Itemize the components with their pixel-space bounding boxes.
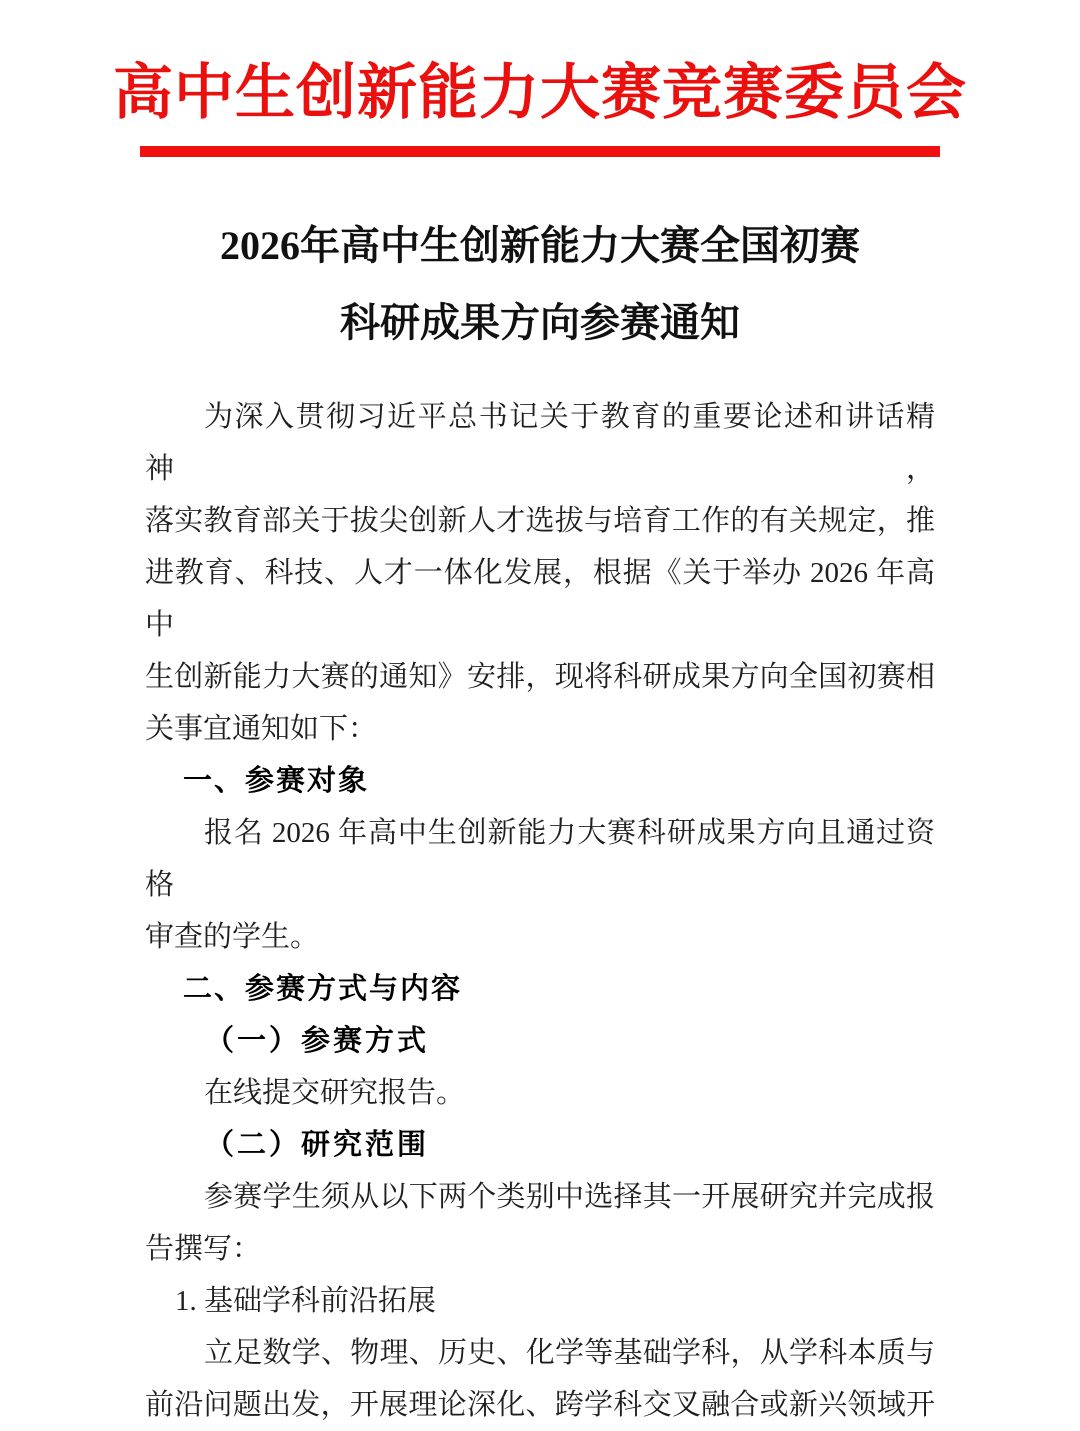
document-title-line2: 科研成果方向参赛通知 <box>340 300 740 345</box>
intro-paragraph <box>145 391 935 755</box>
section-2-1-paragraph <box>145 1067 935 1119</box>
text-line: 生创新能力大赛的通知》安排，现将科研成果方向全国初赛相 <box>145 661 935 693</box>
text-line: 为深入贯彻习近平总书记关于教育的重要论述和讲话精神， <box>145 401 935 485</box>
text-line: 二、参赛方式与内容 <box>183 973 463 1005</box>
document-title-line1: 2026年高中生创新能力大赛全国初赛 <box>220 223 860 268</box>
red-divider-bar <box>140 146 940 157</box>
section-2-2-heading <box>145 1119 935 1171</box>
text-line: 告撰写： <box>145 1233 262 1265</box>
document-body <box>145 391 935 1431</box>
text-line: 1. 基础学科前沿拓展 <box>175 1285 437 1317</box>
text-line: 审查的学生。 <box>145 921 320 953</box>
section-2-1-heading <box>145 1015 935 1067</box>
text-line: 报名 2026 年高中生创新能力大赛科研成果方向且通过资格 <box>145 817 935 901</box>
text-line: 进教育、科技、人才一体化发展，根据《关于举办 2026 年高中 <box>145 557 935 641</box>
text-line: 在线提交研究报告。 <box>204 1077 466 1109</box>
committee-banner-title: 高中生创新能力大赛竞赛委员会 <box>113 60 967 126</box>
text-line: 一、参赛对象 <box>183 765 370 797</box>
section-2-heading <box>145 963 935 1015</box>
text-line: （一）参赛方式 <box>205 1025 430 1057</box>
section-1-paragraph <box>145 807 935 963</box>
text-line: 关事宜通知如下： <box>145 713 378 745</box>
text-line: 前沿问题出发，开展理论深化、跨学科交叉融合或新兴领域开 <box>145 1389 935 1421</box>
text-line: 立足数学、物理、历史、化学等基础学科，从学科本质与 <box>204 1337 935 1369</box>
section-2-2-paragraph <box>145 1171 935 1275</box>
text-line: 落实教育部关于拔尖创新人才选拔与培育工作的有关规定，推 <box>145 505 935 537</box>
text-line: （二）研究范围 <box>205 1129 430 1161</box>
section-1-heading <box>145 755 935 807</box>
document-title <box>0 207 1080 361</box>
category-1-heading <box>145 1275 935 1327</box>
category-1-paragraph <box>145 1327 935 1431</box>
text-line: 参赛学生须从以下两个类别中选择其一开展研究并完成报 <box>204 1181 935 1213</box>
